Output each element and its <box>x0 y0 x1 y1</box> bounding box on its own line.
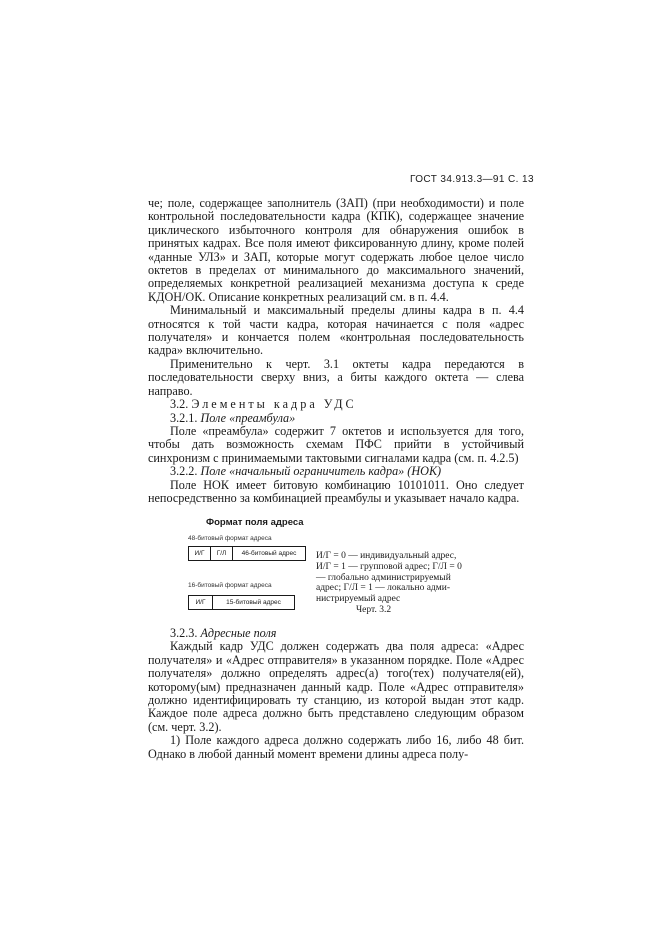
ig-cell: И/Г <box>189 547 211 560</box>
format48-label: 48-битовый формат адреса <box>188 535 272 542</box>
figure-legend <box>316 551 468 605</box>
paragraph: Применительно к черт. 3.1 октеты кадра передаются в последовательности сверху вниз, а биты каждого октета — слева направо. <box>148 356 524 398</box>
paragraph: 1) Поле каждого адреса должно содержать либо 16, либо 48 бит. Однако в любой данный момент времени длины адреса полу- <box>148 733 524 761</box>
format48-frame <box>188 546 306 561</box>
section-heading-3-2-1 <box>148 412 524 425</box>
section-heading-3-2-3 <box>148 627 524 640</box>
format16-frame <box>188 595 295 610</box>
address-cell: 46-битовый адрес <box>241 550 297 557</box>
legend-line: И/Г = 1 — групповой адрес; Г/Л = 0 <box>316 561 462 572</box>
format16-label: 16-битовый формат адреса <box>188 582 272 589</box>
section-heading-3-2-2 <box>148 465 524 478</box>
section-heading-3-2 <box>148 398 524 411</box>
legend-line: И/Г = 0 — индивидуальный адрес, <box>316 551 457 561</box>
section-number: 3.2. <box>170 397 189 412</box>
legend-line: нистрируемый адрес <box>316 594 401 605</box>
body-text-top <box>148 197 524 505</box>
paragraph: че; поле, содержащее заполнитель (ЗАП) (при необходимости) и поле контрольной последовательности кадра (КПК), содержащее значение циклического избыточного контроля для обнаружения ошибок в принятых кадрах. Все поля имеют фиксированную длину, кроме полей «данные УЛЗ» и ЗАП, которые могут содержать любое целое число октетов в пределах от минимального до максимального значений, определяемых конкретной реализацией механизма доступа к среде КДОН/ОК. Описание конкретных реализаций см. в п. 4.4. <box>148 196 524 304</box>
ig-cell: И/Г <box>189 596 213 609</box>
legend-line: адрес; Г/Л = 1 — локально адми- <box>316 583 451 594</box>
body-text-bottom <box>148 627 524 761</box>
section-title: Элементы кадра УДС <box>191 397 357 412</box>
section-title: Поле «начальный ограничитель кадра» (НОК) <box>200 464 442 479</box>
page-header: ГОСТ 34.913.3—91 С. 13 <box>410 174 534 185</box>
section-number: 3.2.3. <box>170 626 198 640</box>
section-number: 3.2.2. <box>170 464 198 479</box>
paragraph: Каждый кадр УДС должен содержать два поля адреса: «Адрес получателя» и «Адрес отправителя» в указанном порядке. Поле «Адрес получателя» должно определять адрес(а) того(тех) получателя(ей), которому(ым) предназначен данный кадр. Поле «Адрес отправителя» должно идентифицировать ту станцию, из которой выдан этот кадр. Каждое поле адреса должно быть представлено следующим образом (см. черт. 3.2). <box>148 639 524 734</box>
paragraph: Поле НОК имеет битовую комбинацию 10101011. Оно следует непосредственно за комбинацией преамбулы и указывает начало кадра. <box>148 477 524 505</box>
figure-title: Формат поля адреса <box>206 517 304 528</box>
address-format-figure <box>148 515 528 627</box>
paragraph: Минимальный и максимальный пределы длины кадра в п. 4.4 относятся к той части кадра, которая начинается с поля «адрес получателя» и кончается полем «контрольная последовательность кадра» включительно. <box>148 303 524 358</box>
section-number: 3.2.1. <box>170 410 198 425</box>
section-title: Адресные поля <box>200 626 277 640</box>
address-cell: 15-битовый адрес <box>226 599 281 606</box>
paragraph: Поле «преамбула» содержит 7 октетов и используется для того, чтобы дать возможность схемам ПФС прийти в устойчивый синхронизм с принимаемыми тактовыми сигналами кадра (см. п. 4.2.5) <box>148 423 524 465</box>
figure-caption: Черт. 3.2 <box>356 605 392 615</box>
gl-cell: Г/Л <box>211 547 233 560</box>
section-title: Поле «преамбула» <box>200 410 296 425</box>
legend-line: — глобально администрируемый <box>316 572 451 583</box>
